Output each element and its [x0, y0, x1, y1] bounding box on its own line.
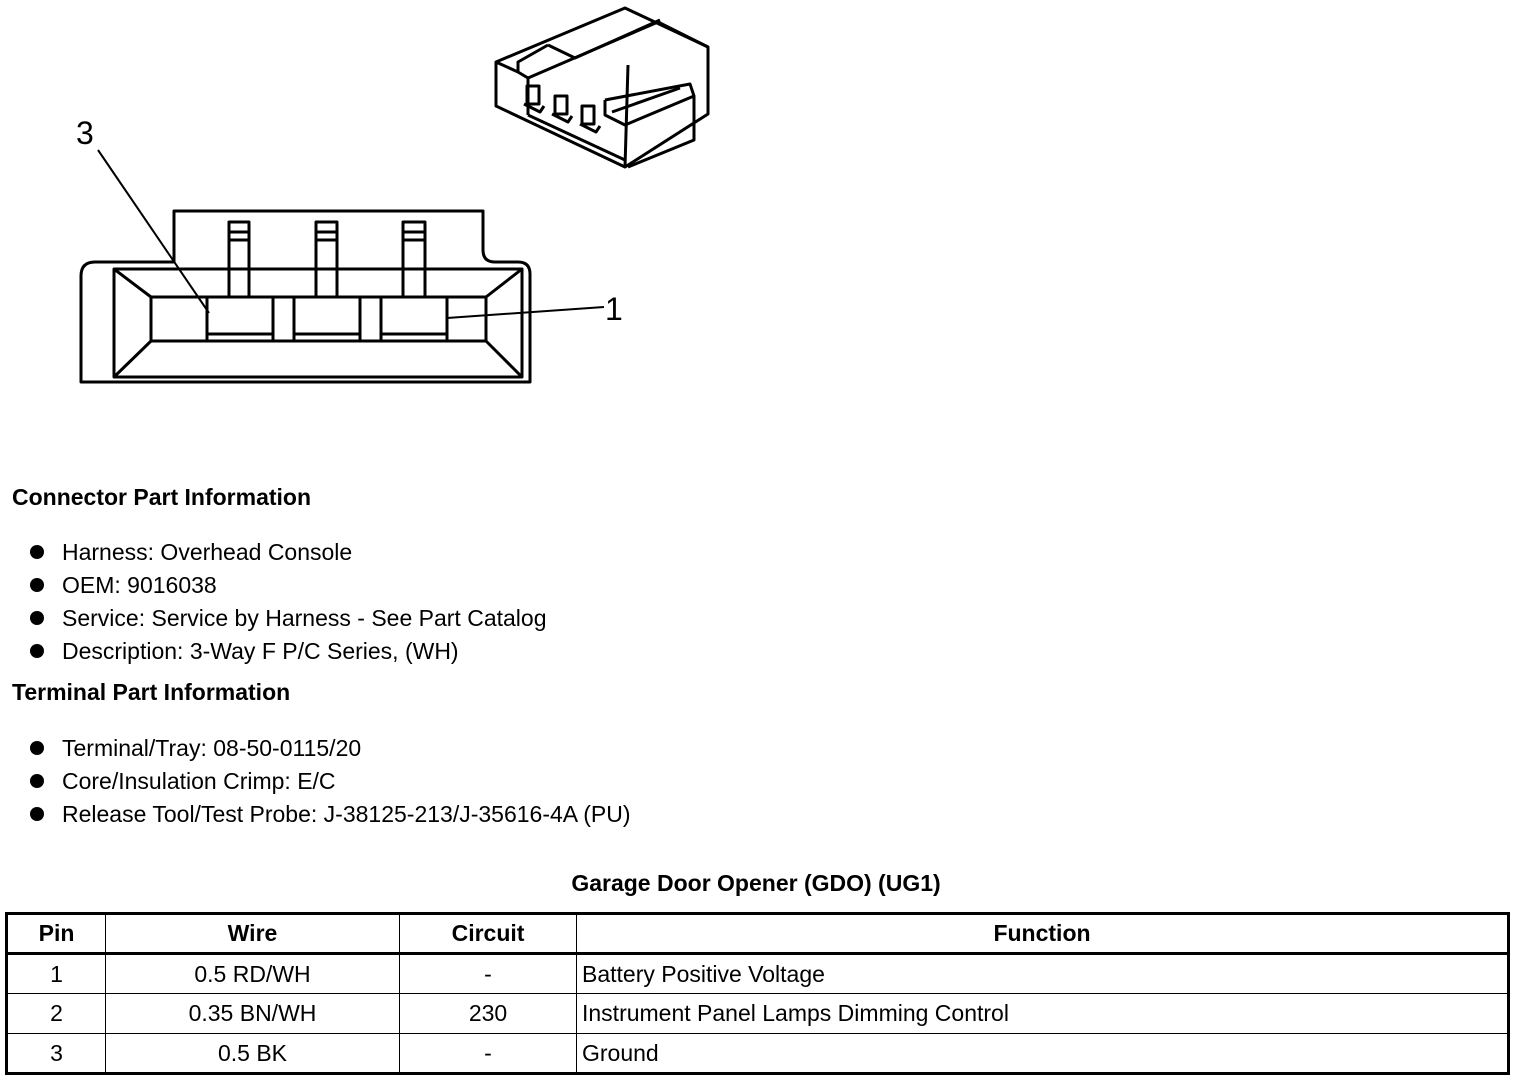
- connector-face-view: [81, 211, 530, 382]
- list-item-text: Core/Insulation Crimp: E/C: [62, 768, 336, 794]
- list-item: [30, 732, 631, 765]
- callout-pin-1: 1: [605, 291, 623, 327]
- list-item: [30, 569, 546, 602]
- cell-wire: 0.35 BN/WH: [106, 994, 400, 1034]
- cell-circuit: 230: [400, 994, 577, 1034]
- bullet-icon: [30, 578, 44, 592]
- list-item-text: Description: 3-Way F P/C Series, (WH): [62, 638, 459, 664]
- bullet-icon: [30, 807, 44, 821]
- list-item: [30, 765, 631, 798]
- list-item: [30, 602, 546, 635]
- terminal-info-list: [30, 732, 631, 831]
- list-item: [30, 635, 546, 668]
- table-row: [7, 1034, 1509, 1074]
- list-item-text: Release Tool/Test Probe: J-38125-213/J-35616-4A (PU): [62, 801, 631, 827]
- cell-pin: 3: [7, 1034, 106, 1074]
- bullet-icon: [30, 545, 44, 559]
- table-header-row: [7, 914, 1509, 954]
- column-header-pin: Pin: [7, 914, 106, 954]
- bullet-icon: [30, 611, 44, 625]
- list-item: [30, 798, 631, 831]
- cell-pin: 1: [7, 954, 106, 994]
- list-item-text: OEM: 9016038: [62, 572, 217, 598]
- list-item: [30, 536, 546, 569]
- cell-circuit: -: [400, 954, 577, 994]
- list-item-text: Terminal/Tray: 08-50-0115/20: [62, 735, 362, 761]
- cell-circuit: -: [400, 1034, 577, 1074]
- column-header-function: Function: [577, 914, 1509, 954]
- pinout-table: [5, 912, 1510, 1075]
- terminal-info-title: Terminal Part Information: [12, 679, 291, 705]
- list-item-text: Service: Service by Harness - See Part Catalog: [62, 605, 547, 631]
- bullet-icon: [30, 774, 44, 788]
- column-header-circuit: Circuit: [400, 914, 577, 954]
- cell-wire: 0.5 BK: [106, 1034, 400, 1074]
- column-header-wire: Wire: [106, 914, 400, 954]
- cell-pin: 2: [7, 994, 106, 1034]
- table-title: Garage Door Opener (GDO) (UG1): [571, 870, 941, 896]
- cell-function: Instrument Panel Lamps Dimming Control: [577, 994, 1509, 1034]
- bullet-icon: [30, 644, 44, 658]
- table-row: [7, 994, 1509, 1034]
- callout-pin-3: 3: [76, 115, 94, 151]
- cell-wire: 0.5 RD/WH: [106, 954, 400, 994]
- cell-function: Ground: [577, 1034, 1509, 1074]
- connector-diagram: [0, 0, 760, 440]
- bullet-icon: [30, 741, 44, 755]
- cell-function: Battery Positive Voltage: [577, 954, 1509, 994]
- connector-info-list: [30, 536, 546, 668]
- list-item-text: Harness: Overhead Console: [62, 539, 353, 565]
- connector-isometric-illustration: [496, 8, 708, 167]
- connector-info-title: Connector Part Information: [12, 484, 312, 510]
- table-row: [7, 954, 1509, 994]
